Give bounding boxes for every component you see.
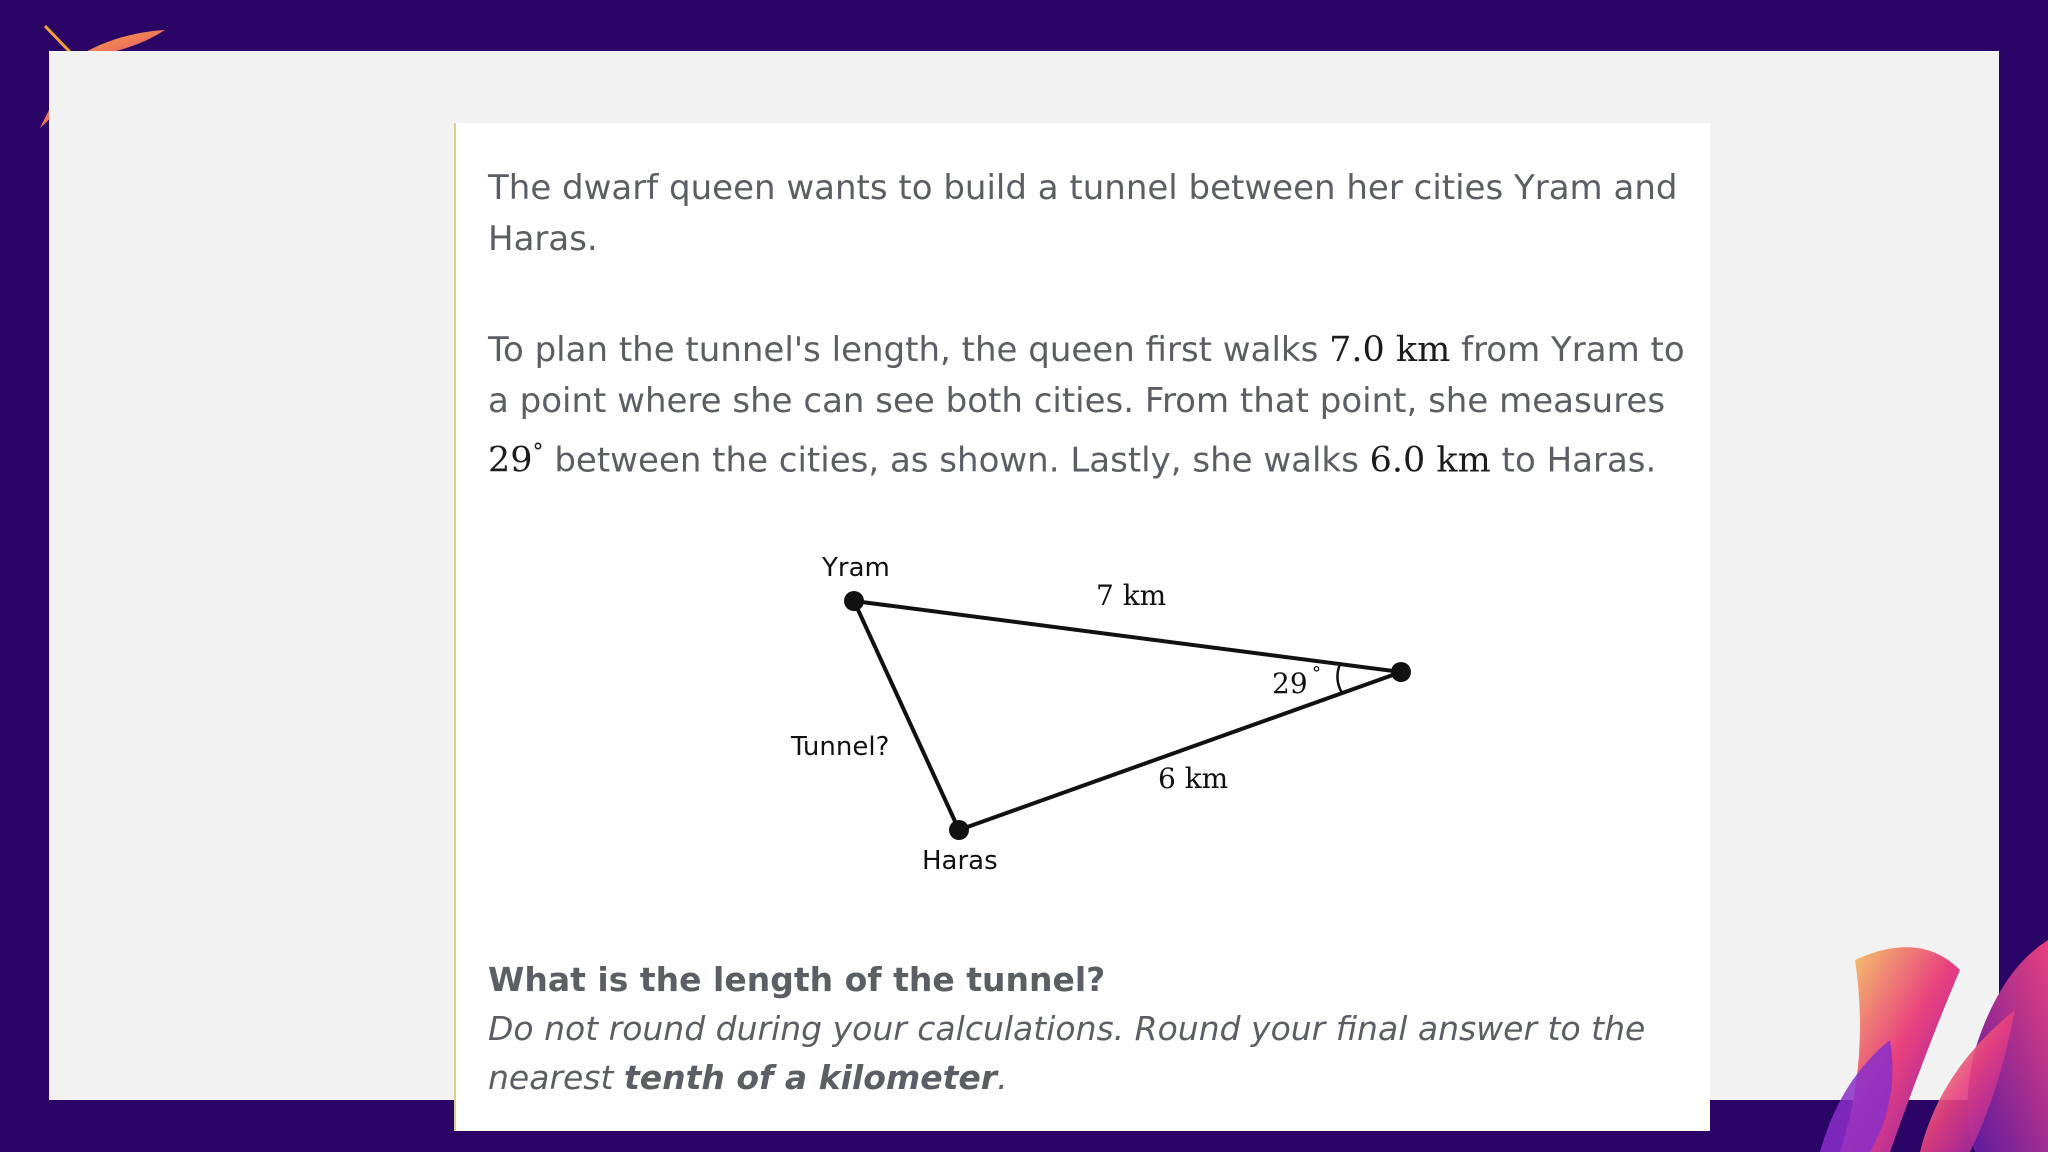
- side-point-haras: [959, 672, 1401, 830]
- distance-1: 7.0 km: [1329, 330, 1451, 370]
- label-angle: 29: [1272, 667, 1308, 700]
- question-note: [488, 1009, 1645, 1097]
- vertex-point: [1391, 662, 1411, 682]
- plan-text-2: from Yram to a point where she can see both cities. From that point, she measures: [488, 330, 1685, 421]
- vertex-haras: [949, 820, 969, 840]
- slide-background: [49, 51, 1999, 1100]
- question-title: What is the length of the tunnel?: [488, 960, 1106, 999]
- vertex-yram: [844, 591, 864, 611]
- distance-2: 6.0 km: [1369, 440, 1491, 481]
- label-angle-degree: °: [1312, 663, 1321, 684]
- problem-card: [454, 123, 1710, 1131]
- note-text-2: .: [997, 1058, 1008, 1097]
- problem-intro: The dwarf queen wants to build a tunnel between her cities Yram and Haras.: [488, 168, 1678, 259]
- label-yram: Yram: [822, 553, 890, 583]
- side-tunnel: [854, 601, 959, 830]
- label-side-7km: 7 km: [1096, 579, 1167, 612]
- angle-value: 29: [488, 440, 533, 481]
- plan-text-4: to Haras.: [1490, 440, 1657, 481]
- note-text-1: Do not round during your calculations. Round your final answer to the nearest: [488, 1009, 1646, 1097]
- label-tunnel: Tunnel?: [791, 732, 890, 762]
- tropical-leaf-icon: [1800, 930, 2048, 1152]
- angle-arc: [1337, 664, 1342, 693]
- triangle-diagram: [456, 123, 1710, 943]
- plan-text-3: between the cities, as shown. Lastly, she walks: [543, 440, 1370, 481]
- label-side-6km: 6 km: [1158, 762, 1229, 795]
- note-bold: tenth of a kilometer: [623, 1058, 998, 1097]
- degree-symbol: °: [532, 440, 544, 465]
- question-block: [488, 955, 1688, 1102]
- label-haras: Haras: [922, 846, 998, 876]
- plan-text-1: To plan the tunnel's length, the queen first walks: [488, 330, 1330, 370]
